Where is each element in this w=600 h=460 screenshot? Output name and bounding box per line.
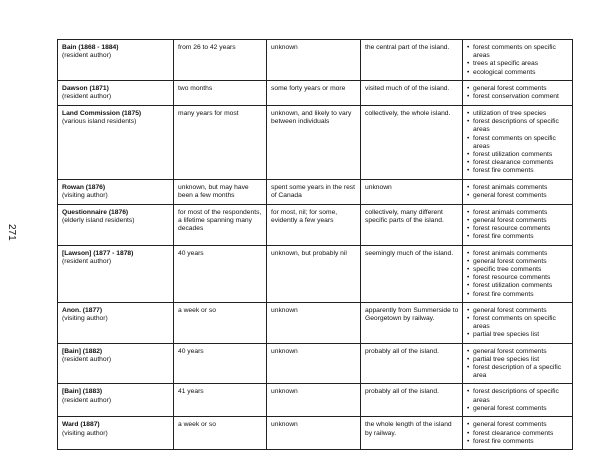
historical-sources-table: [57, 39, 573, 450]
comment-item: • general forest comments: [467, 192, 569, 200]
comment-item: • forest description of a specific area: [467, 364, 569, 380]
area-cell: unknown: [361, 179, 463, 204]
comments-cell: [463, 343, 573, 384]
residence-cell: unknown: [267, 384, 361, 417]
source-title: Ward (1887): [62, 421, 100, 429]
comments-cell: [463, 384, 573, 417]
comment-list: [467, 184, 569, 200]
source-cell: [58, 384, 174, 417]
comment-item: • trees at specific areas: [467, 60, 569, 68]
source-cell: [58, 302, 174, 343]
residence-cell: unknown, but probably nil: [267, 245, 361, 302]
page-number: 271: [6, 224, 17, 241]
source-title: [Lawson] (1877 - 1878): [62, 249, 134, 257]
comments-cell: [463, 302, 573, 343]
comment-item: • forest fire comments: [467, 291, 569, 299]
duration-cell: a week or so: [174, 302, 267, 343]
comment-list: [467, 44, 569, 77]
source-cell: [58, 417, 174, 450]
duration-cell: 40 years: [174, 245, 267, 302]
residence-cell: unknown, and likely to vary between individuals: [267, 106, 361, 180]
source-title: [Bain] (1882): [62, 347, 103, 355]
table-body: [58, 40, 573, 450]
comment-item: • general forest comments: [467, 405, 569, 413]
area-cell: collectively, many different specific parts of the island.: [361, 204, 463, 245]
comment-item: • forest animals comments: [467, 209, 569, 217]
duration-cell: many years for most: [174, 106, 267, 180]
duration-cell: a week or so: [174, 417, 267, 450]
residence-cell: unknown: [267, 302, 361, 343]
source-role: (visiting author): [62, 429, 108, 437]
source-role: (various island residents): [62, 118, 137, 126]
comment-item: • forest descriptions of specific areas: [467, 388, 569, 404]
comment-list: [467, 348, 569, 381]
comment-item: • utilization of tree species: [467, 110, 569, 118]
comment-item: • forest resource comments: [467, 274, 569, 282]
table-row: [58, 204, 573, 245]
comment-item: • forest fire comments: [467, 438, 569, 446]
duration-cell: for most of the respondents, a lifetime spanning many decades: [174, 204, 267, 245]
comment-item: • general forest comments: [467, 217, 569, 225]
table-row: [58, 302, 573, 343]
comment-list: [467, 250, 569, 299]
area-cell: the whole length of the island by railway.: [361, 417, 463, 450]
duration-cell: unknown, but may have been a few months: [174, 179, 267, 204]
area-cell: seemingly much of the island.: [361, 245, 463, 302]
residence-cell: some forty years or more: [267, 81, 361, 106]
source-role: (elderly island residents): [62, 216, 135, 224]
area-cell: probably all of the island.: [361, 384, 463, 417]
area-cell: probably all of the island.: [361, 343, 463, 384]
duration-cell: two months: [174, 81, 267, 106]
table-row: [58, 245, 573, 302]
table-row: [58, 417, 573, 450]
comment-item: • general forest comments: [467, 85, 569, 93]
source-cell: [58, 40, 174, 81]
source-title: [Bain] (1883): [62, 388, 103, 396]
comments-cell: [463, 40, 573, 81]
comment-list: [467, 209, 569, 242]
area-cell: the central part of the island.: [361, 40, 463, 81]
comment-item: • general forest comments: [467, 421, 569, 429]
source-cell: [58, 106, 174, 180]
comment-item: • forest fire comments: [467, 167, 569, 175]
source-title: Questionnaire (1876): [62, 208, 129, 216]
comment-list: [467, 421, 569, 446]
source-role: (resident author): [62, 52, 112, 60]
comment-item: • forest resource comments: [467, 225, 569, 233]
area-cell: visited much of of the island.: [361, 81, 463, 106]
source-cell: [58, 343, 174, 384]
source-role: (resident author): [62, 355, 112, 363]
source-title: Dawson (1871): [62, 85, 109, 92]
comments-cell: [463, 204, 573, 245]
residence-cell: unknown: [267, 343, 361, 384]
source-role: (resident author): [62, 93, 112, 101]
comment-item: • forest clearance comments: [467, 159, 569, 167]
comment-item: • general forest comments: [467, 307, 569, 315]
source-title: Rowan (1876): [62, 183, 106, 191]
residence-cell: spent some years in the rest of Canada: [267, 179, 361, 204]
comment-item: • partial tree species list: [467, 356, 569, 364]
comment-item: • forest fire comments: [467, 233, 569, 241]
source-role: (visiting author): [62, 191, 108, 199]
comment-item: • forest animals comments: [467, 250, 569, 258]
source-role: (visiting author): [62, 315, 108, 323]
comment-item: • forest animals comments: [467, 184, 569, 192]
source-title: Land Commission (1875): [62, 110, 142, 117]
comment-item: • specific tree comments: [467, 266, 569, 274]
comment-list: [467, 85, 569, 101]
comments-cell: [463, 417, 573, 450]
duration-cell: from 26 to 42 years: [174, 40, 267, 81]
comment-item: • forest utilization comments: [467, 282, 569, 290]
table-row: [58, 384, 573, 417]
duration-cell: 41 years: [174, 384, 267, 417]
source-role: (resident author): [62, 396, 112, 404]
source-cell: [58, 245, 174, 302]
source-cell: [58, 81, 174, 106]
comments-cell: [463, 179, 573, 204]
comment-item: • general forest comments: [467, 348, 569, 356]
residence-cell: unknown: [267, 417, 361, 450]
comment-list: [467, 388, 569, 413]
residence-cell: unknown: [267, 40, 361, 81]
source-cell: [58, 179, 174, 204]
table-row: [58, 343, 573, 384]
source-role: (resident author): [62, 257, 112, 265]
comment-item: • forest utilization comments: [467, 151, 569, 159]
area-cell: apparently from Summerside to Georgetown by railway.: [361, 302, 463, 343]
source-title: Anon. (1877): [62, 306, 103, 314]
comment-list: [467, 110, 569, 176]
comment-item: • partial tree species list: [467, 331, 569, 339]
source-cell: [58, 204, 174, 245]
table-row: [58, 106, 573, 180]
comment-item: • forest conservation comment: [467, 93, 569, 101]
comments-cell: [463, 106, 573, 180]
residence-cell: for most, nil; for some, evidently a few years: [267, 204, 361, 245]
comment-item: • general forest comments: [467, 258, 569, 266]
comments-cell: [463, 245, 573, 302]
comment-item: • forest comments on specific areas: [467, 315, 569, 331]
comment-item: • ecological comments: [467, 69, 569, 77]
area-cell: collectively, the whole island.: [361, 106, 463, 180]
table-row: [58, 81, 573, 106]
comment-item: • forest comments on specific areas: [467, 135, 569, 151]
comment-item: • forest clearance comments: [467, 430, 569, 438]
duration-cell: 40 years: [174, 343, 267, 384]
comment-item: • forest descriptions of specific areas: [467, 118, 569, 134]
table-row: [58, 40, 573, 81]
comments-cell: [463, 81, 573, 106]
table-row: [58, 179, 573, 204]
source-title: Bain (1868 - 1884): [62, 44, 119, 51]
comment-item: • forest comments on specific areas: [467, 44, 569, 60]
comment-list: [467, 307, 569, 340]
